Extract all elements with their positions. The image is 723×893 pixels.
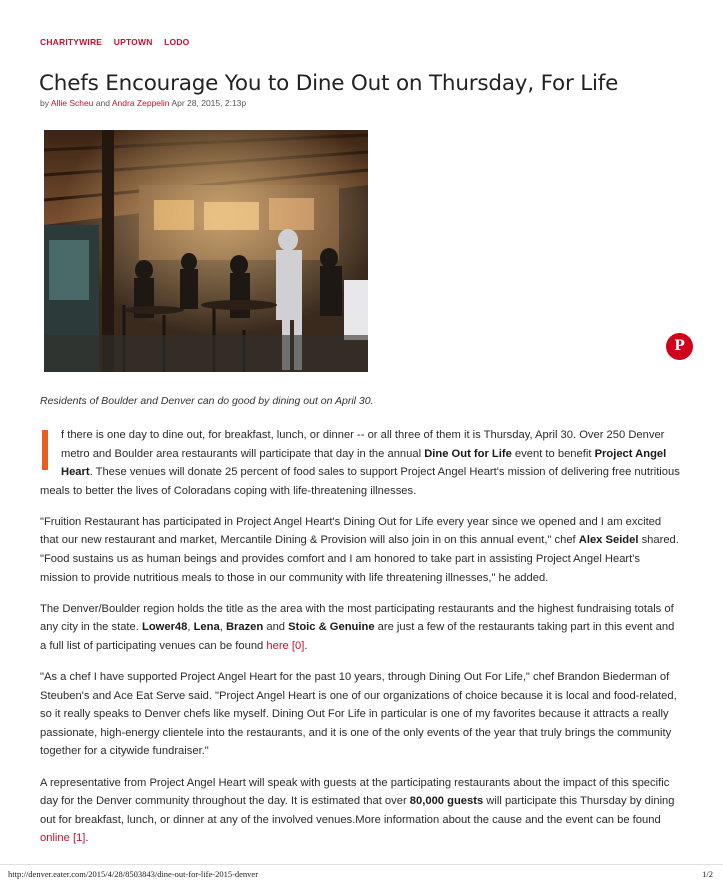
p2-text-1: "Fruition Restaurant has participated in Project Angel Heart's Dining Out for Life every year since we opened and I am excited that our new restaurant and market, Mercantile Dining & Provision will also join in on this annual event," chef (40, 515, 662, 547)
pinterest-share-button[interactable] (666, 333, 693, 360)
p3-text-2: , (187, 621, 194, 634)
photo-caption: Residents of Boulder and Denver can do good by dining out on April 30. (40, 395, 374, 407)
p3-bold-lena: Lena (193, 621, 220, 634)
pinterest-icon: P (674, 338, 685, 354)
byline (40, 98, 246, 108)
p3-text-5: are just a few of the restaurants taking part in this event and a full list of participating venues can be found (40, 621, 675, 652)
byline-by: by (40, 98, 49, 108)
author-link-1[interactable]: Allie Scheu (50, 98, 94, 108)
restaurant-photo-illustration (44, 130, 368, 372)
paragraph-5 (40, 774, 680, 848)
category-tags (40, 37, 198, 47)
author-link-2[interactable]: Andra Zeppelin (111, 98, 170, 108)
footer-page-number: 1/2 (702, 869, 713, 879)
p1-bold-event: Dine Out for Life (424, 447, 512, 460)
p3-bold-brazen: Brazen (225, 621, 264, 634)
p5-text-2: will participate this Thursday by dining out for breakfast, lunch, or dinner at any of the involved venues.More information about the cause and the event can be found (40, 795, 675, 826)
p3-text-4: and (263, 621, 289, 634)
article-photo (44, 130, 368, 372)
paragraph-2 (40, 513, 680, 587)
venues-list-link[interactable]: here [0] (266, 639, 305, 652)
footer-url: http://denver.eater.com/2015/4/28/8503843/dine-out-for-life-2015-denver (8, 869, 259, 879)
p3-text-3: , (219, 621, 226, 634)
paragraph-1 (40, 426, 680, 500)
p1-text-2: event to benefit (511, 447, 595, 460)
byline-and: and (95, 98, 110, 108)
p1-bold-org: Project Angel Heart (61, 447, 667, 479)
p5-text-3: . (85, 832, 89, 845)
p3-text-6: . (304, 639, 308, 652)
footer-divider (0, 864, 723, 865)
p1-text-3: . These venues will donate 25 percent of food sales to support Project Angel Heart's mission of delivering free nutritious meals to better the lives of Coloradans coping with life-threatening illnesses. (40, 466, 680, 497)
p5-bold-guests: 80,000 guests (409, 795, 484, 808)
tag-uptown[interactable]: UPTOWN (113, 37, 153, 47)
paragraph-4: "As a chef I have supported Project Angel Heart for the past 10 years, through Dining Out For Life," chef Brandon Biederman of Steuben's and Ace Eat Serve said. "Project Angel Heart is one of our organizations of choice because it is local and food-related, so it really speaks to Denver chefs like myself. Dining Out For Life in particular is one of my favorites because it attracts a really passionate, high-energy clientele into the restaurants, and it is one of the only events of the year that truly brings the community together for a citywide fundraiser." (40, 671, 677, 758)
p2-bold-chef: Alex Seidel (578, 534, 639, 547)
p5-text-1: A representative from Project Angel Heart will speak with guests at the participating restaurants about the impact of this specific day for the Denver community throughout the day. It is estimated that over (40, 776, 670, 808)
tag-charitywire[interactable]: CHARITYWIRE (40, 37, 103, 47)
article-body (40, 426, 680, 860)
tag-lodo[interactable]: LODO (164, 37, 190, 47)
byline-date: Apr 28, 2015, 2:13p (171, 98, 247, 108)
p1-text-1: f there is one day to dine out, for breakfast, lunch, or dinner -- or all three of them it is Thursday, April 30. Over 250 Denver metro and Boulder area restaurants will participate that day in the annual (61, 429, 665, 460)
drop-cap-i (42, 430, 48, 470)
p2-text-2: shared. "Food sustains us as human beings and provides comfort and I am honored to take part in assisting Project Angel Heart's mission to provide nutritious meals to those in our community with life threatening illnesses," he added. (40, 534, 679, 584)
article-title: Chefs Encourage You to Dine Out on Thursday, For Life (39, 71, 619, 96)
p3-bold-lower48: Lower48 (141, 621, 188, 634)
p3-bold-stoic: Stoic & Genuine (288, 621, 375, 634)
p3-text-1: The Denver/Boulder region holds the title as the area with the most participating restaurants and the highest fundraising totals of any city in the state. (40, 602, 674, 634)
more-info-link[interactable]: online [1] (40, 832, 86, 845)
paragraph-3 (40, 600, 680, 656)
